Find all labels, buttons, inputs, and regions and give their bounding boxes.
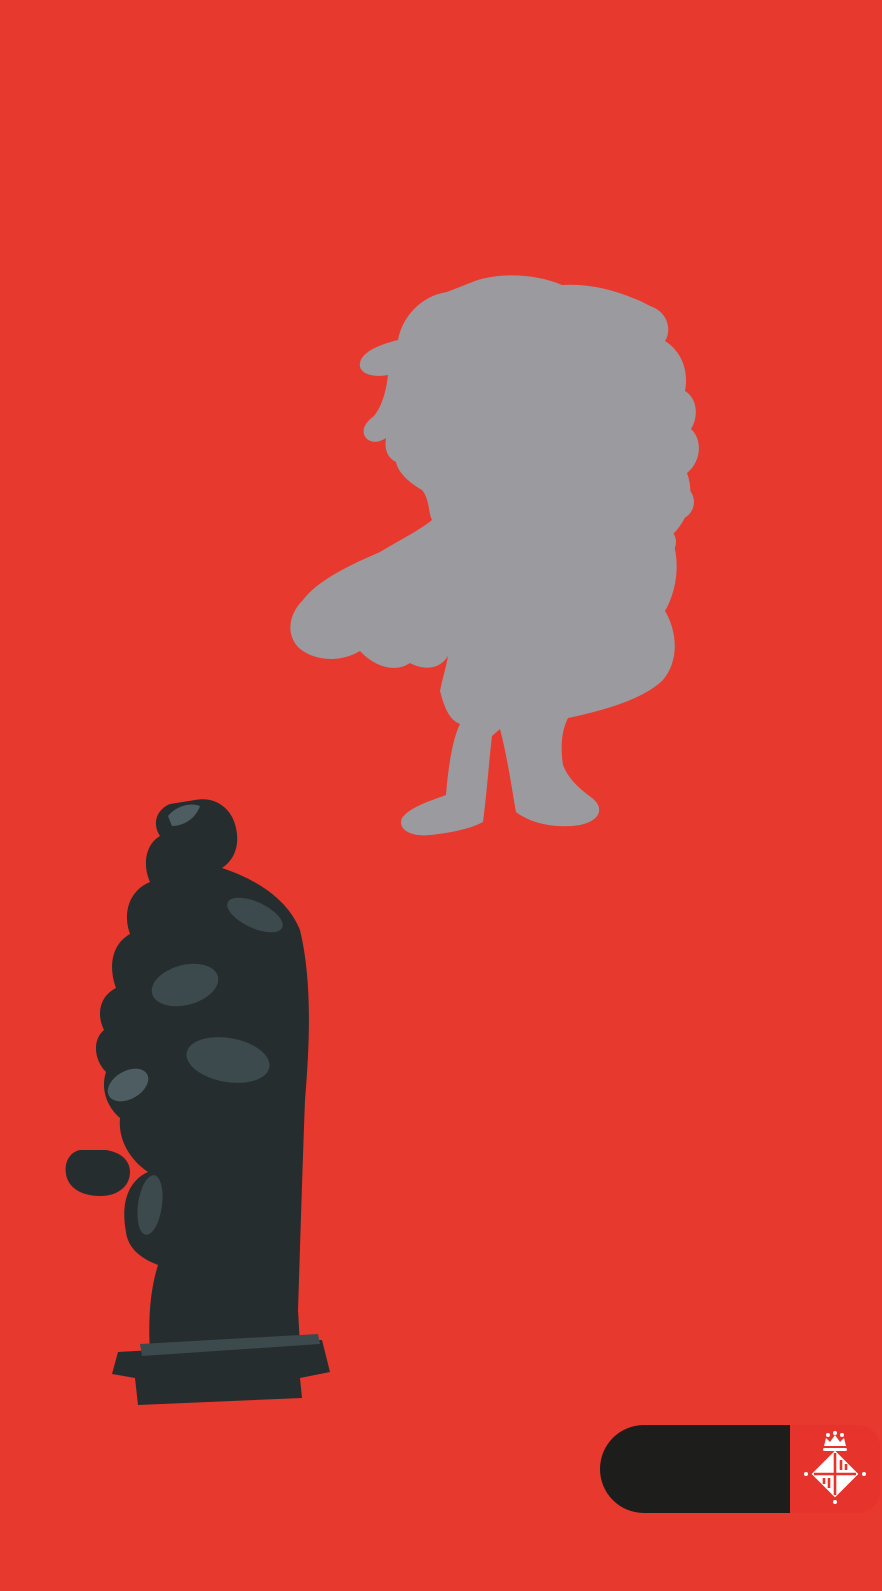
barcelona-coat-of-arms-icon: [792, 1426, 878, 1512]
statue-bowl: [66, 1150, 130, 1196]
ajuntament-barcelona-logo: [600, 1425, 880, 1513]
logo-shield-block: [790, 1425, 880, 1513]
logo-text-block: [600, 1425, 790, 1513]
